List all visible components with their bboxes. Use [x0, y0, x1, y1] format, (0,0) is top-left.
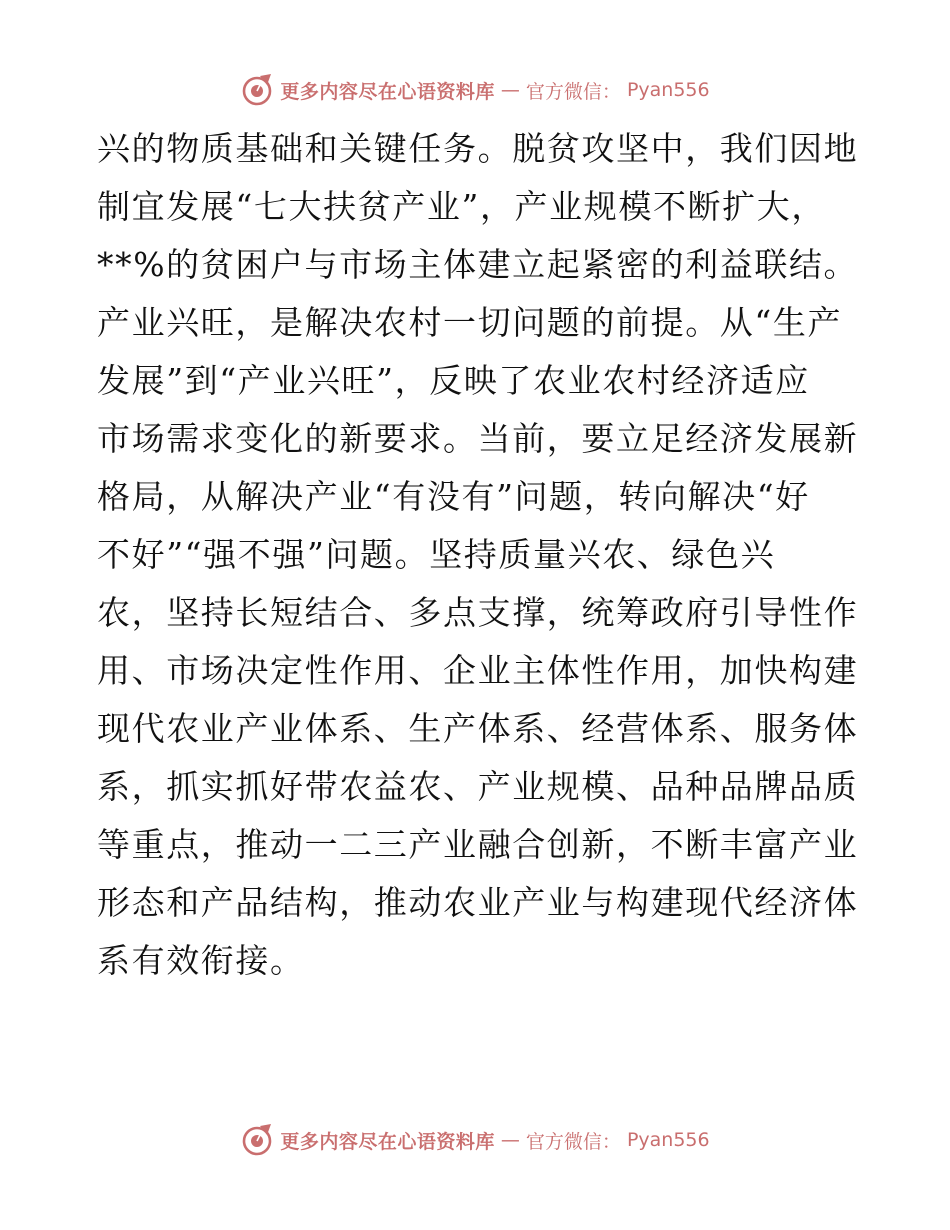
header-wechat-label: 官方微信：: [525, 80, 621, 103]
header-brand-text: 更多内容尽在心语资料库: [280, 80, 495, 103]
footer-brand-text: 更多内容尽在心语资料库: [280, 1130, 495, 1153]
body-line: 兴的物质基础和关键任务。脱贫攻坚中，我们因地: [97, 129, 859, 168]
footer-brand-bar: [0, 1120, 950, 1160]
header-brand-bar: [0, 70, 950, 110]
pen-nib-circle-icon: [240, 1123, 274, 1157]
body-line: 系有效衔接。: [97, 941, 305, 980]
body-line: 农，坚持长短结合、多点支撑，统筹政府引导性作: [97, 593, 859, 632]
body-line: 用、市场决定性作用、企业主体性作用，加快构建: [97, 651, 859, 690]
footer-wechat-id: Pyan556: [626, 1129, 710, 1151]
body-line: 等重点，推动一二三产业融合创新，不断丰富产业: [97, 825, 859, 864]
document-body: [97, 120, 857, 990]
body-line: 不好”“强不强”问题。坚持质量兴农、绿色兴: [97, 535, 776, 574]
body-line: 产业兴旺，是解决农村一切问题的前提。从“生产: [97, 303, 843, 342]
footer-brand-separator: —: [500, 1129, 520, 1151]
body-line: **%的贫困户与市场主体建立起紧密的利益联结。: [97, 245, 859, 284]
body-line: 市场需求变化的新要求。当前，要立足经济发展新: [97, 419, 859, 458]
footer-wechat-label: 官方微信：: [525, 1130, 621, 1153]
body-line: 发展”到“产业兴旺”，反映了农业农村经济适应: [97, 361, 810, 400]
body-line: 现代农业产业体系、生产体系、经营体系、服务体: [97, 709, 859, 748]
body-line: 系，抓实抓好带农益农、产业规模、品种品牌品质: [97, 767, 859, 806]
pen-nib-circle-icon: [240, 73, 274, 107]
header-brand-separator: —: [500, 79, 520, 101]
body-line: 制宜发展“七大扶贫产业”，产业规模不断扩大，: [97, 187, 826, 226]
header-wechat-id: Pyan556: [626, 79, 710, 101]
body-line: 格局，从解决产业“有没有”问题，转向解决“好: [97, 477, 810, 516]
body-line: 形态和产品结构，推动农业产业与构建现代经济体: [97, 883, 859, 922]
